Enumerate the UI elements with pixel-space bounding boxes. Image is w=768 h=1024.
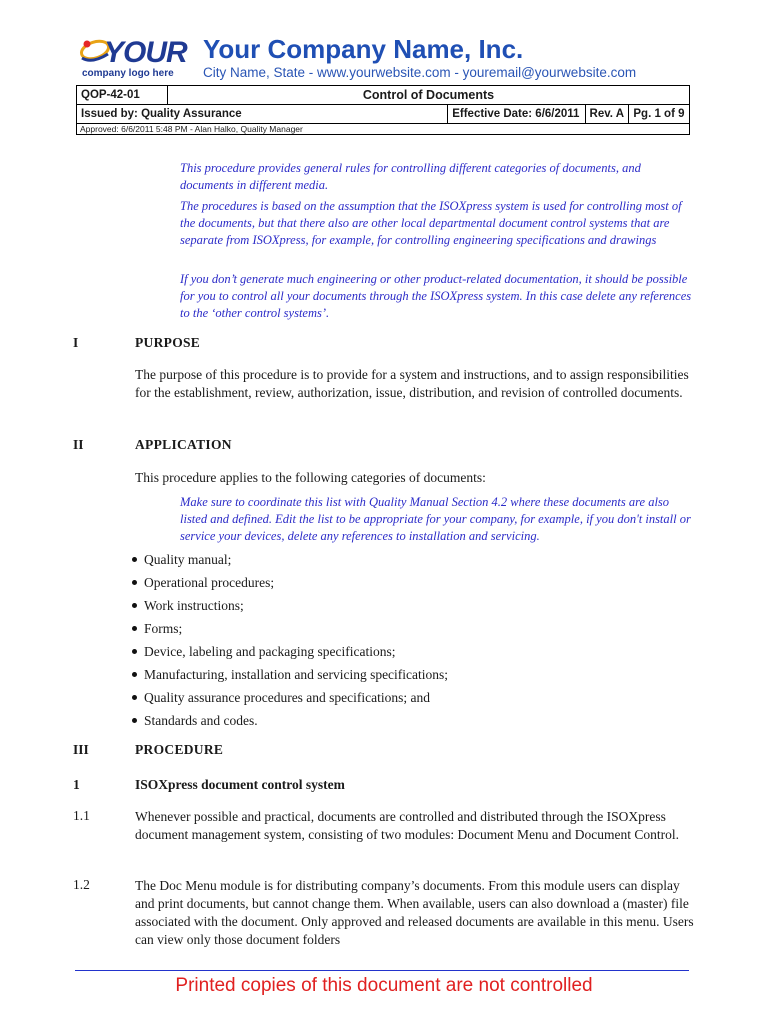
bullet-icon [132, 718, 137, 723]
bullet-icon [132, 626, 137, 631]
list-item: Operational procedures; [132, 571, 448, 594]
section-title-application: APPLICATION [135, 437, 232, 452]
list-item: Device, labeling and packaging specifications; [132, 640, 448, 663]
bullet-icon [132, 649, 137, 654]
paragraph-1-2: The Doc Menu module is for distributing company’s documents. From this module users can display and print documents, but cannot change them. When available, users can also download a (master) file associated with the document. Only approved and released documents are available in this menu. Users can view only those document folders [135, 878, 694, 947]
intro-note-3: If you don’t generate much engineering or other product-related documentation, it should be possible for you to control all your documents through the ISOXpress system. In this case delete any references to the ‘other control systems’. [180, 272, 692, 320]
list-item: Quality manual; [132, 548, 448, 571]
intro-note-1: This procedure provides general rules for controlling different categories of documents, and documents in different media. [180, 161, 641, 192]
purpose-text: The purpose of this procedure is to provide for a system and instructions, and to assign responsibilities for the establishment, review, authorization, issue, distribution, and revision of controlled documents. [135, 367, 689, 400]
bullet-icon [132, 580, 137, 585]
application-note: Make sure to coordinate this list with Quality Manual Section 4.2 where these documents are also listed and defined. Edit the list to be appropriate for your company, for example, if you don't install or service your devices, delete any references to installation and servicing. [180, 495, 691, 543]
list-item: Manufacturing, installation and servicing specifications; [132, 663, 448, 686]
list-item: Standards and codes. [132, 709, 448, 732]
uncontrolled-copy-notice: Printed copies of this document are not controlled [175, 975, 593, 996]
company-logo [78, 36, 190, 82]
list-item: Work instructions; [132, 594, 448, 617]
bullet-icon [132, 672, 137, 677]
section-title-purpose: PURPOSE [135, 335, 201, 350]
document-header-table [76, 85, 690, 135]
logo-subtitle: company logo here [82, 68, 174, 79]
section-number-procedure: III [73, 742, 89, 757]
effective-date: Effective Date: 6/6/2011 [448, 105, 585, 124]
bullet-icon [132, 557, 137, 562]
paragraph-number-1-2: 1.2 [73, 877, 90, 892]
doc-id: QOP-42-01 [77, 86, 168, 105]
logo-word: YOUR [104, 36, 187, 69]
intro-note-2: The procedures is based on the assumption that the ISOXpress system is used for controlling most of the documents, but that there also are other local departmental document control systems that are separate from ISOXpress, for example, for controlling engineering specifications and drawings [180, 199, 682, 247]
doc-title: Control of Documents [168, 86, 690, 105]
subsection-number-1: 1 [73, 777, 80, 792]
footer-divider [75, 970, 689, 971]
company-name: Your Company Name, Inc. [203, 34, 524, 64]
approval-line: Approved: 6/6/2011 5:48 PM - Alan Halko, Quality Manager [77, 124, 690, 135]
paragraph-1-1: Whenever possible and practical, documents are controlled and distributed through the ISOXpress document management system, consisting of two modules: Document Menu and Document Control. [135, 809, 680, 842]
paragraph-number-1-1: 1.1 [73, 808, 90, 823]
issued-by: Issued by: Quality Assurance [77, 105, 448, 124]
section-number-application: II [73, 437, 84, 452]
bullet-icon [132, 695, 137, 700]
list-item: Forms; [132, 617, 448, 640]
company-contact: City Name, State - www.yourwebsite.com - youremail@yourwebsite.com [203, 65, 637, 80]
subsection-title-1: ISOXpress document control system [135, 777, 345, 792]
list-item: Quality assurance procedures and specifications; and [132, 686, 448, 709]
application-text: This procedure applies to the following categories of documents: [135, 470, 486, 485]
section-number-purpose: I [73, 335, 79, 350]
section-title-procedure: PROCEDURE [135, 742, 224, 757]
page-number: Pg. 1 of 9 [629, 105, 690, 124]
document-categories-list [132, 548, 448, 732]
revision: Rev. A [585, 105, 629, 124]
bullet-icon [132, 603, 137, 608]
